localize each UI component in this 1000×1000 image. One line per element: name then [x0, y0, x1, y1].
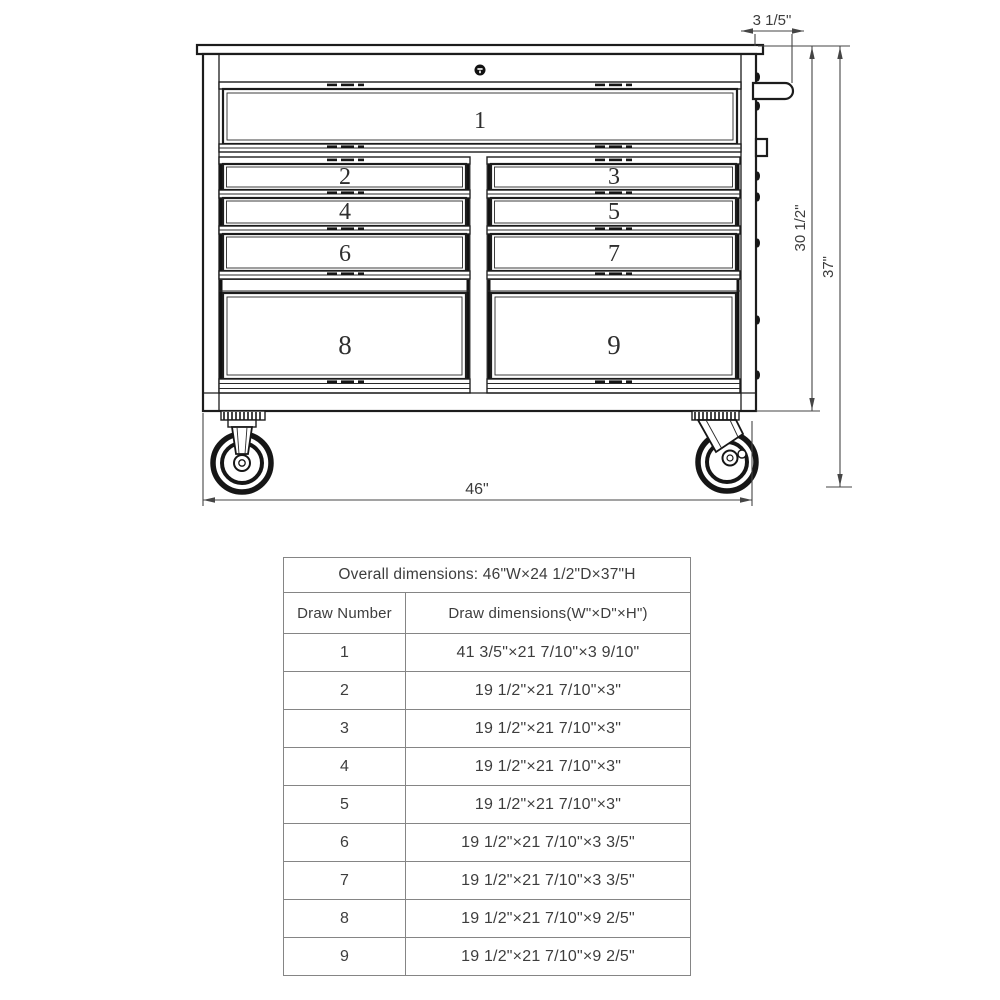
- table-row: [284, 900, 691, 938]
- draw-dimensions-cell: 19 1/2"×21 7/10"×3": [406, 748, 691, 786]
- drawer-number: 1: [474, 108, 486, 134]
- draw-number-cell: 8: [284, 900, 406, 938]
- draw-dimensions-cell: 19 1/2"×21 7/10"×3 3/5": [406, 862, 691, 900]
- drawer-5: [491, 198, 736, 226]
- col-header-draw-number: Draw Number: [284, 593, 406, 634]
- table-row: [284, 634, 691, 672]
- table-row: [284, 938, 691, 976]
- draw-number-cell: 3: [284, 710, 406, 748]
- drawer-9: [491, 293, 736, 379]
- side-latch-block: [756, 139, 767, 156]
- drawer-number: 9: [607, 330, 621, 360]
- dim-width: [203, 413, 752, 506]
- drawer-number: 7: [608, 241, 620, 267]
- draw-dimensions-cell: 41 3/5"×21 7/10"×3 9/10": [406, 634, 691, 672]
- drawer-2: [223, 164, 466, 190]
- draw-dimensions-cell: 19 1/2"×21 7/10"×9 2/5": [406, 900, 691, 938]
- dim-handle-depth-label: 3 1/5": [752, 12, 792, 29]
- draw-number-cell: 6: [284, 824, 406, 862]
- drawer-3: [491, 164, 736, 190]
- drawer-4: [223, 198, 466, 226]
- table-row: [284, 672, 691, 710]
- dim-total-height-label: 37": [820, 255, 837, 279]
- draw-dimensions-cell: 19 1/2"×21 7/10"×3": [406, 786, 691, 824]
- drawer-number: 2: [339, 164, 351, 190]
- draw-number-cell: 5: [284, 786, 406, 824]
- draw-dimensions-cell: 19 1/2"×21 7/10"×3": [406, 672, 691, 710]
- table-row: [284, 748, 691, 786]
- drawer-number: 3: [608, 164, 620, 190]
- table-row: [284, 862, 691, 900]
- table-row: [284, 824, 691, 862]
- drawer-number: 8: [338, 330, 352, 360]
- caster-left: [213, 411, 271, 492]
- table-row: [284, 710, 691, 748]
- draw-dimensions-cell: 19 1/2"×21 7/10"×3": [406, 710, 691, 748]
- drawer-1: [219, 82, 741, 152]
- draw-dimensions-cell: 19 1/2"×21 7/10"×9 2/5": [406, 938, 691, 976]
- dim-total-height: [820, 46, 852, 487]
- table-header-row: [284, 593, 691, 634]
- top-panel: [197, 45, 763, 54]
- col-header-draw-dimensions: Draw dimensions(W"×D"×H"): [406, 593, 691, 634]
- lock-icon: [475, 65, 486, 76]
- caster-right: [692, 411, 756, 491]
- draw-dimensions-cell: 19 1/2"×21 7/10"×3 3/5": [406, 824, 691, 862]
- overall-dimensions-text: Overall dimensions: 46"W×24 1/2"D×37"H: [284, 558, 691, 593]
- drawer-6: [223, 234, 466, 271]
- draw-number-cell: 2: [284, 672, 406, 710]
- drawer-number: 6: [339, 241, 351, 267]
- draw-number-cell: 9: [284, 938, 406, 976]
- draw-number-cell: 1: [284, 634, 406, 672]
- spec-table: [283, 557, 691, 976]
- right-drawer-column: [487, 157, 740, 393]
- draw-number-cell: 4: [284, 748, 406, 786]
- drawer-8: [223, 293, 466, 379]
- drawer-number: 4: [339, 199, 351, 225]
- drawer-number: 5: [608, 199, 620, 225]
- left-drawer-column: [219, 157, 470, 393]
- dim-body-height: [756, 46, 850, 411]
- dim-width-label: 46": [465, 481, 489, 498]
- overall-dimensions-row: [284, 558, 691, 593]
- draw-number-cell: 7: [284, 862, 406, 900]
- side-handle: [753, 83, 793, 99]
- drawer-dimensions-table: [283, 557, 691, 976]
- table-row: [284, 786, 691, 824]
- dim-body-height-label: 30 1/2": [792, 204, 809, 252]
- drawer-7: [491, 234, 736, 271]
